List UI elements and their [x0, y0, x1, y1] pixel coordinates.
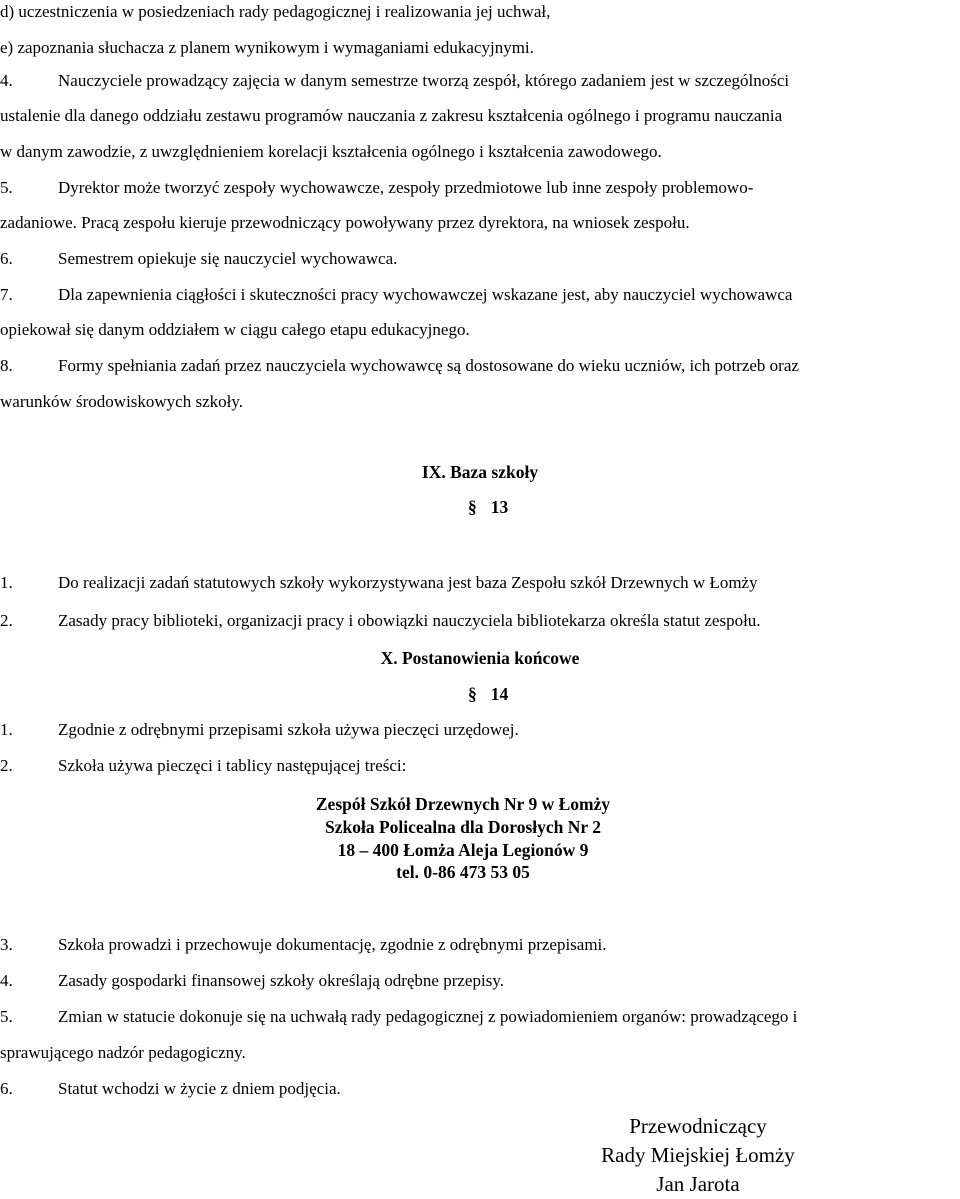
paragraph-number: 2.: [0, 611, 13, 630]
paragraph-text: Dyrektor może tworzyć zespoły wychowawcze, zespoły przedmiotowe lub inne zespoły problemowo-: [58, 178, 754, 197]
final-item-3: [0, 934, 607, 956]
signature-council: Rady Miejskiej Łomży: [601, 1143, 795, 1167]
section-paragraph-number: 13: [490, 497, 509, 517]
paragraph-text: Zasady gospodarki finansowej szkoły określają odrębne przepisy.: [58, 971, 504, 990]
final-item-2: [0, 755, 406, 777]
paragraph-text: Szkoła prowadzi i przechowuje dokumentację, zgodnie z odrębnymi przepisami.: [58, 935, 607, 954]
paragraph-number: 3.: [0, 935, 13, 954]
paragraph-7-line-1: [0, 284, 792, 306]
paragraph-5-line-2: zadaniowe. Pracą zespołu kieruje przewodniczący powoływany przez dyrektora, na wniosek zespołu.: [0, 213, 690, 232]
paragraph-number: 7.: [0, 285, 13, 304]
paragraph-number: 4.: [0, 71, 13, 90]
stamp-line-3: 18 – 400 Łomża Aleja Legionów 9: [337, 840, 589, 860]
paragraph-4-line-3: w danym zawodzie, z uwzględnieniem korelacji kształcenia ogólnego i kształcenia zawodowego.: [0, 142, 662, 161]
section-sign: §: [468, 684, 477, 704]
paragraph-text: Nauczyciele prowadzący zajęcia w danym semestrze tworzą zespół, którego zadaniem jest w szczególności: [58, 71, 790, 90]
list-item-e: e) zapoznania słuchacza z planem wynikowym i wymaganiami edukacyjnymi.: [0, 38, 534, 57]
paragraph-text: Statut wchodzi w życie z dniem podjęcia.: [58, 1079, 341, 1098]
section-heading-x: X. Postanowienia końcowe: [380, 648, 580, 668]
paragraph-6: [0, 248, 397, 270]
final-item-5-line-2: sprawującego nadzór pedagogiczny.: [0, 1043, 246, 1062]
paragraph-text: Formy spełniania zadań przez nauczyciela wychowawcę są dostosowane do wieku uczniów, ich potrzeb oraz: [58, 356, 799, 375]
list-item-d: d) uczestniczenia w posiedzeniach rady pedagogicznej i realizowania jej uchwał,: [0, 2, 551, 21]
paragraph-number: 4.: [0, 971, 13, 990]
paragraph-number: 1.: [0, 720, 13, 739]
paragraph-number: 5.: [0, 1007, 13, 1026]
paragraph-number: 6.: [0, 249, 13, 268]
stamp-line-4: tel. 0-86 473 53 05: [396, 862, 530, 882]
paragraph-5-line-1: [0, 177, 753, 199]
paragraph-8-line-1: [0, 355, 799, 377]
paragraph-8-line-2: warunków środowiskowych szkoły.: [0, 392, 244, 411]
section-paragraph-13: [468, 496, 508, 518]
paragraph-4-line-2: ustalenie dla danego oddziału zestawu programów nauczania z zakresu kształcenia ogólnego i programu nauczania: [0, 106, 783, 125]
paragraph-text: Zasady pracy biblioteki, organizacji pracy i obowiązki nauczyciela bibliotekarza określa statut zespołu.: [58, 611, 761, 630]
stamp-line-2: Szkoła Policealna dla Dorosłych Nr 2: [325, 817, 601, 837]
paragraph-4-line-1: [0, 70, 789, 92]
section-paragraph-number: 14: [490, 684, 509, 704]
section-heading-ix: IX. Baza szkoły: [421, 462, 539, 482]
paragraph-number: 6.: [0, 1079, 13, 1098]
stamp-line-1: Zespół Szkół Drzewnych Nr 9 w Łomży: [315, 794, 611, 814]
paragraph-text: Dla zapewnienia ciągłości i skuteczności pracy wychowawczej wskazane jest, aby nauczyciel wychowawca: [58, 285, 793, 304]
paragraph-text: Do realizacji zadań statutowych szkoły wykorzystywana jest baza Zespołu szkół Drzewnych w Łomży: [58, 573, 758, 592]
paragraph-number: 1.: [0, 573, 13, 592]
final-item-1: [0, 719, 519, 741]
paragraph-number: 8.: [0, 356, 13, 375]
paragraph-text: Szkoła używa pieczęci i tablicy następującej treści:: [58, 756, 407, 775]
paragraph-text: Semestrem opiekuje się nauczyciel wychowawca.: [58, 249, 398, 268]
final-item-5-line-1: [0, 1006, 797, 1028]
section-sign: §: [468, 497, 477, 517]
base-item-2: [0, 610, 761, 632]
paragraph-number: 5.: [0, 178, 13, 197]
signature-role: Przewodniczący: [629, 1114, 767, 1138]
signature-name: Jan Jarota: [656, 1172, 740, 1196]
paragraph-text: Zmian w statucie dokonuje się na uchwałą rady pedagogicznej z powiadomieniem organów: prowadzącego i: [58, 1007, 798, 1026]
section-paragraph-14: [468, 683, 508, 705]
paragraph-7-line-2: opiekował się danym oddziałem w ciągu całego etapu edukacyjnego.: [0, 320, 470, 339]
base-item-1: [0, 572, 758, 594]
final-item-6: [0, 1078, 341, 1100]
paragraph-number: 2.: [0, 756, 13, 775]
paragraph-text: Zgodnie z odrębnymi przepisami szkoła używa pieczęci urzędowej.: [58, 720, 519, 739]
final-item-4: [0, 970, 504, 992]
